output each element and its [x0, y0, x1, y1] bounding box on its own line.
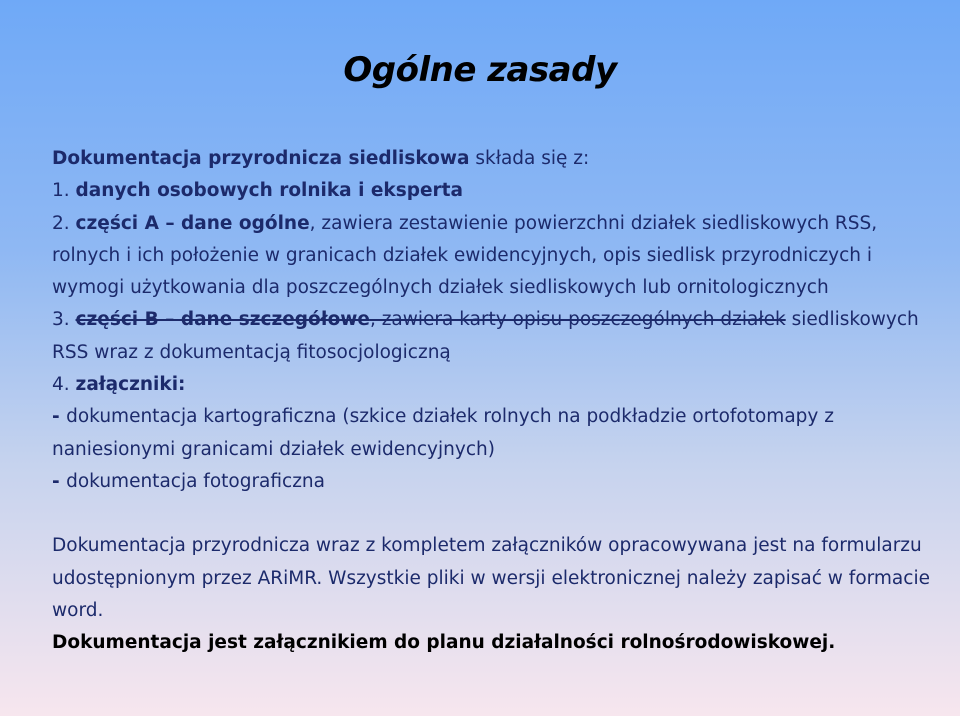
list-item-2-text: , zawiera zestawienie powierzchni działek siedliskowych RSS, rolnych i ich położenie w granicach działek ewidencyjnych, opis siedlisk przyrodniczych i wymogi użytkowania dla poszczególnych działek siedliskowych lub ornitologicznych: [52, 212, 878, 299]
list-item-3-number: 3.: [52, 309, 76, 331]
list-item-2-bold: części A – dane ogólne: [75, 212, 310, 234]
attachment-cartographic-dash: -: [52, 406, 67, 428]
intro-rest: składa się z:: [469, 148, 590, 169]
list-item-1-number: 1.: [52, 180, 76, 202]
list-item-3-bold: części B – dane szczegółowe: [75, 309, 370, 331]
list-item-2-number: 2.: [52, 212, 76, 234]
slide-title: Ogólne zasady: [343, 50, 617, 90]
attachment-cartographic: [52, 401, 932, 466]
list-item-1-bold: danych osobowych rolnika i eksperta: [75, 180, 463, 202]
list-item-1: [52, 175, 932, 207]
list-item-3: [52, 304, 932, 369]
list-item-4-number: 4.: [52, 374, 76, 396]
attachment-photographic-text: dokumentacja fotograficzna: [66, 470, 325, 492]
attachment-cartographic-text: dokumentacja kartograficzna (szkice działek rolnych na podkładzie ortofotomapy z naniesionymi granicami działek ewidencyjnych): [52, 406, 834, 460]
intro-bold: Dokumentacja przyrodnicza siedliskowa: [52, 148, 470, 169]
list-item-3-struck-text: , zawiera karty opisu poszczególnych działek: [369, 309, 786, 331]
intro-line: [52, 143, 932, 175]
list-item-4: [52, 369, 932, 401]
list-item-4-bold: załączniki:: [75, 374, 186, 396]
list-item-3-text: siedliskowych RSS wraz z dokumentacją fitosocjologiczną: [52, 309, 919, 363]
final-statement: Dokumentacja jest załącznikiem do planu działalności rolnośrodowiskowej.: [52, 632, 836, 654]
attachment-photographic-dash: -: [52, 470, 67, 492]
attachment-photographic: [52, 466, 932, 498]
closing-paragraph: Dokumentacja przyrodnicza wraz z kompletem załączników opracowywana jest na formularzu udostępnionym przez ARiMR. Wszystkie pliki w wersji elektronicznej należy zapisać w formacie word.: [52, 535, 930, 621]
slide-body: [52, 143, 932, 659]
spacer: [52, 498, 932, 530]
list-item-2: [52, 208, 932, 305]
